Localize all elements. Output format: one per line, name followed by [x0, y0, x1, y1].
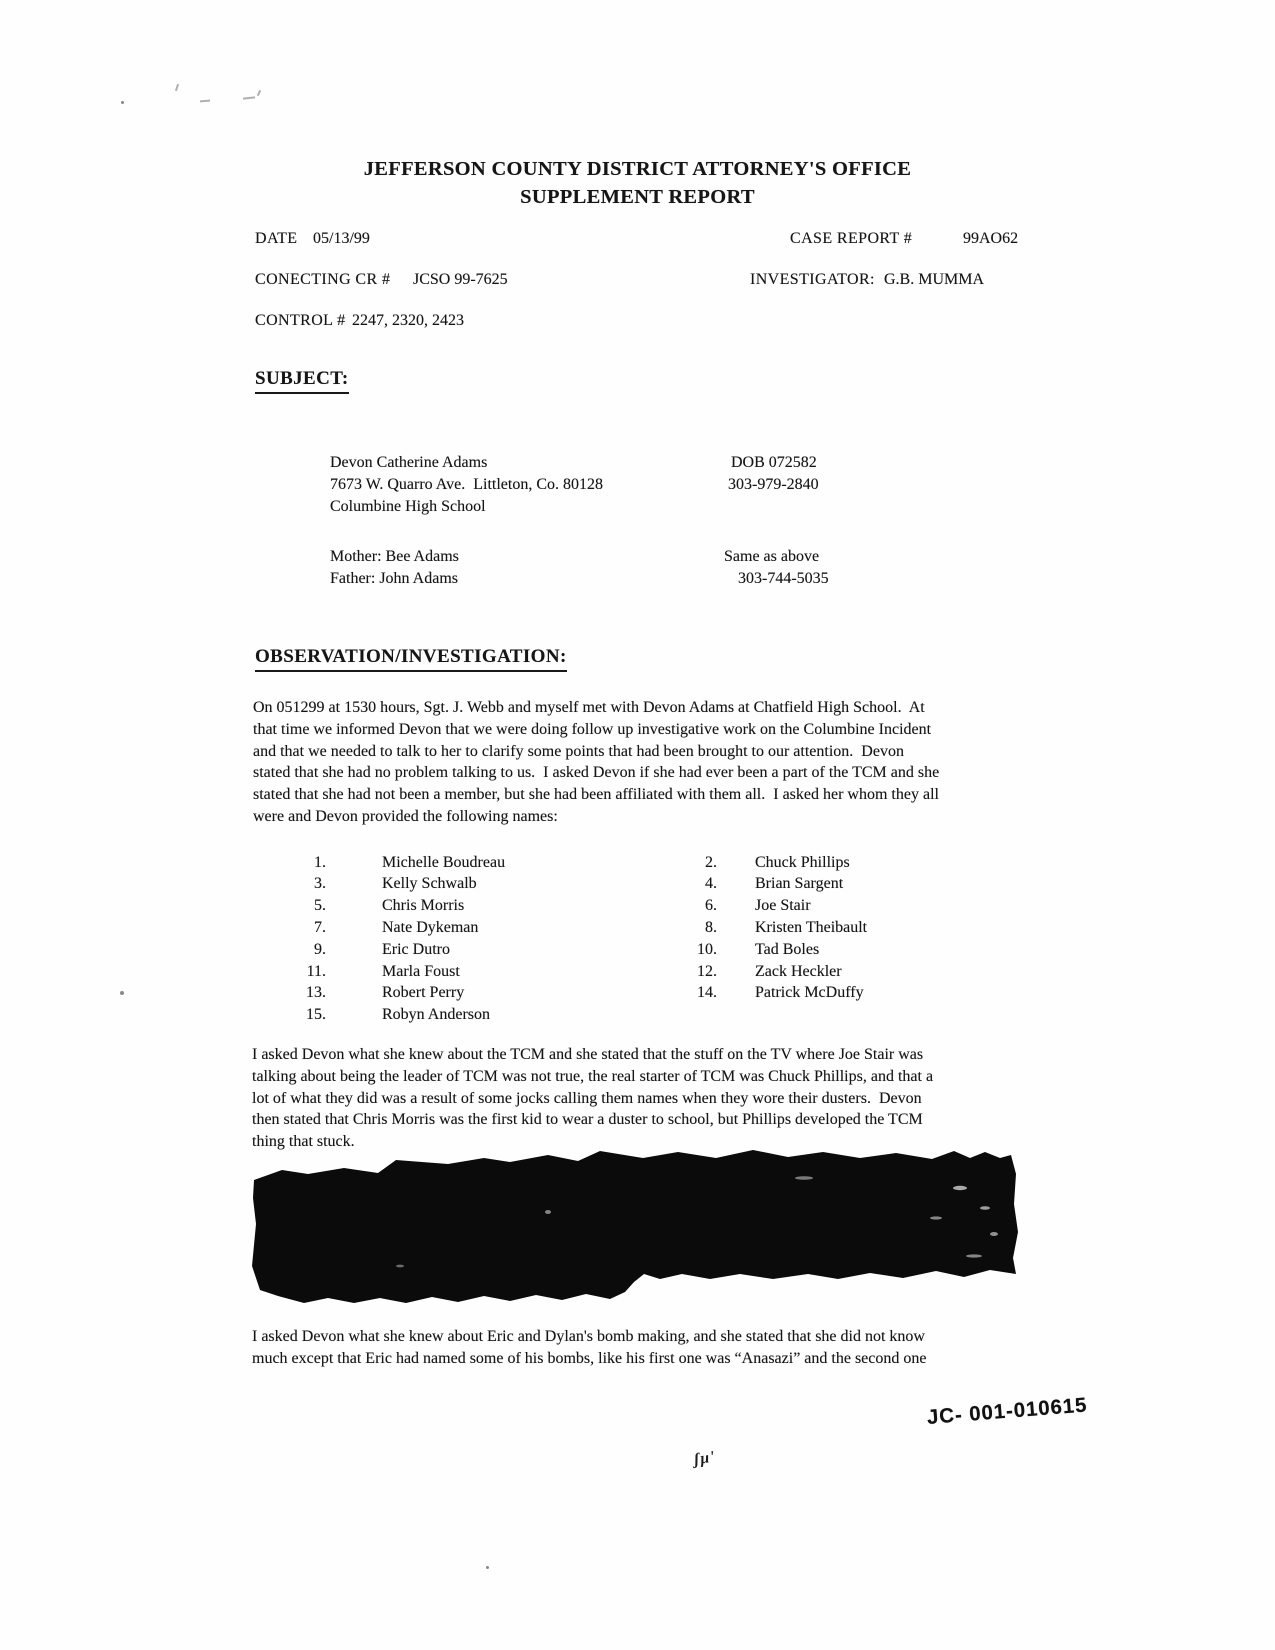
paragraph2-line: thing that stuck. [252, 1133, 355, 1151]
paragraph2-line: lot of what they did was a result of some jocks calling them names when they wore their dusters. Devon [252, 1089, 922, 1107]
date-value: 05/13/99 [313, 230, 370, 247]
subject-school: Columbine High School [330, 498, 486, 515]
name-list-number: 9. [314, 940, 326, 958]
pencil-dash [243, 96, 255, 99]
investigator-value: G.B. MUMMA [884, 271, 985, 288]
name-list-entry: Chuck Phillips [755, 853, 850, 871]
name-list-number: 3. [314, 875, 326, 893]
name-list-number: 7. [314, 918, 326, 936]
name-list-entry: Nate Dykeman [382, 918, 479, 936]
name-list-entry: Robyn Anderson [382, 1006, 490, 1024]
name-list-number: 6. [705, 897, 717, 915]
paragraph1-line: and that we needed to talk to her to clarify some points that had been brought to our attention. Devon [253, 742, 904, 760]
name-list-entry: Patrick McDuffy [755, 984, 864, 1002]
paragraph2-line: talking about being the leader of TCM was not true, the real starter of TCM was Chuck Phillips, and that a [252, 1067, 934, 1085]
handwritten-mark: ʃμʹ [692, 1448, 717, 1469]
control-label: CONTROL # [255, 312, 346, 329]
scan-speck [486, 1566, 489, 1569]
observation-heading: OBSERVATION/INVESTIGATION: [255, 646, 567, 672]
paragraph2-line: then stated that Chris Morris was the first kid to wear a duster to school, but Phillips developed the TCM [252, 1111, 923, 1129]
subject-phone: 303-979-2840 [728, 476, 819, 493]
name-list-number: 13. [306, 984, 326, 1002]
name-list-number: 5. [314, 897, 326, 915]
investigator-label: INVESTIGATOR: [750, 271, 875, 288]
pencil-dot [121, 101, 124, 104]
pencil-tick [175, 84, 179, 91]
name-list-number: 1. [314, 853, 326, 871]
case-report-label: CASE REPORT # [790, 230, 913, 247]
subject-name: Devon Catherine Adams [330, 454, 488, 471]
name-list-entry: Tad Boles [755, 940, 820, 958]
name-list-number: 2. [705, 853, 717, 871]
name-list-number: 4. [705, 875, 717, 893]
redaction-block [248, 1146, 1020, 1308]
bates-stamp: JC- 001-010615 [926, 1393, 1089, 1430]
name-list-entry: Michelle Boudreau [382, 853, 506, 871]
name-list-entry: Kelly Schwalb [382, 875, 477, 893]
paragraph3-line: much except that Eric had named some of his bombs, like his first one was “Anasazi” and the second one [252, 1349, 927, 1367]
name-list-entry: Zack Heckler [755, 962, 842, 980]
subject-father-phone: 303-744-5035 [738, 570, 829, 587]
paragraph1-line: were and Devon provided the following names: [253, 808, 558, 825]
paragraph1-line: stated that she had not been a member, but she had been affiliated with them all. I asked her whom they all [253, 786, 939, 804]
name-list-number: 11. [306, 962, 326, 980]
pencil-dash [200, 100, 210, 103]
name-list-entry: Eric Dutro [382, 940, 450, 958]
pencil-tick [257, 90, 261, 96]
name-list-number: 15. [306, 1006, 326, 1024]
subject-mother: Mother: Bee Adams [330, 548, 459, 565]
name-list-entry: Marla Foust [382, 962, 460, 980]
control-value: 2247, 2320, 2423 [352, 312, 464, 329]
name-list-number: 12. [697, 962, 717, 980]
subject-father: Father: John Adams [330, 570, 458, 587]
document-title-line1: JEFFERSON COUNTY DISTRICT ATTORNEY'S OFFICE [363, 158, 912, 180]
name-list-entry: Joe Stair [755, 897, 811, 915]
subject-mother-contact: Same as above [724, 548, 820, 565]
case-report-value: 99AO62 [963, 230, 1019, 247]
name-list-number: 14. [697, 984, 717, 1002]
document-title-line2: SUPPLEMENT REPORT [520, 186, 755, 208]
name-list-entry: Kristen Theibault [755, 918, 868, 936]
connecting-cr-value: JCSO 99-7625 [413, 271, 508, 288]
name-list-entry: Robert Perry [382, 984, 465, 1002]
scan-speck [120, 991, 124, 995]
date-label: DATE [255, 230, 298, 247]
name-list-entry: Brian Sargent [755, 875, 844, 893]
subject-dob: DOB 072582 [731, 454, 817, 471]
name-list-number: 8. [705, 918, 717, 936]
connecting-cr-label: CONECTING CR # [255, 271, 391, 288]
paragraph1-line: stated that she had no problem talking to us. I asked Devon if she had ever been a part of the TCM and she [253, 764, 940, 782]
name-list-entry: Chris Morris [382, 897, 465, 915]
paragraph1-line: On 051299 at 1530 hours, Sgt. J. Webb and myself met with Devon Adams at Chatfield High School. At [253, 699, 925, 716]
subject-address: 7673 W. Quarro Ave. Littleton, Co. 80128 [330, 476, 604, 493]
paragraph2-line: I asked Devon what she knew about the TCM and she stated that the stuff on the TV where Joe Stair was [252, 1046, 924, 1063]
paragraph1-line: that time we informed Devon that we were doing follow up investigative work on the Columbine Incident [253, 720, 932, 738]
paragraph3-line: I asked Devon what she knew about Eric and Dylan's bomb making, and she stated that she did not know [252, 1328, 925, 1345]
name-list-number: 10. [697, 940, 717, 958]
subject-heading: SUBJECT: [255, 368, 349, 394]
